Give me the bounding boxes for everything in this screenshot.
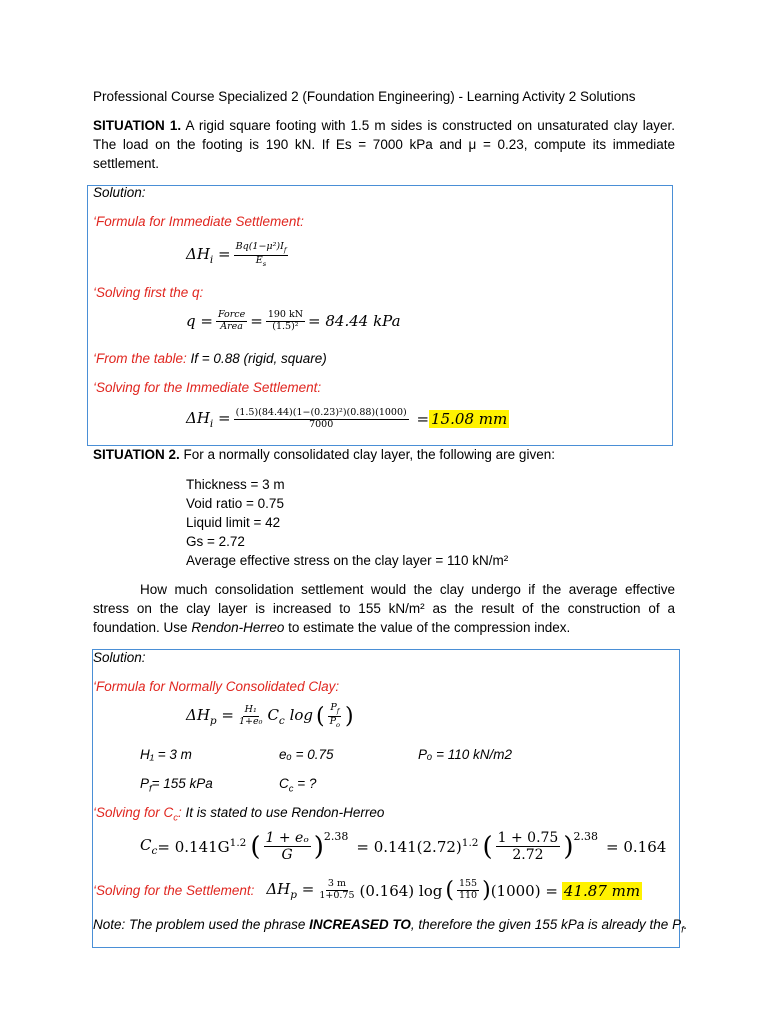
situation1-line1: SITUATION 1. A rigid square footing with 1.5 m sides is constructed on unsaturated clay layer. xyxy=(93,118,675,133)
solution1-q-equation: q = $\frac{\text{Force}}{\text{Area}}$ = $\frac{190 kN}{\text{(1.5)²}}$ = 84.44 kPa xyxy=(186,309,401,332)
situation2-intro: SITUATION 2. For a normally consolidated clay layer, the following are given: xyxy=(93,447,555,462)
situation2-paragraph-line3: foundation. Use Rendon-Herreo to estimate the value of the compression index. xyxy=(93,620,571,635)
solution1-comment-table: ‘From the table: If = 0.88 (rigid, square) xyxy=(93,351,327,366)
immediate-settlement-result: 15.08 mm xyxy=(431,410,508,429)
given-liquid-limit: Liquid limit = 42 xyxy=(186,515,281,530)
situation2-paragraph-line2: stress on the clay layer is increased to 155 kN/m² as the result of the construction of a xyxy=(93,601,675,616)
solution2-note: Note: The problem used the phrase INCREASED TO, therefore the given 155 kPa is already the $P_f$. xyxy=(93,917,688,936)
document-header: Professional Course Specialized 2 (Foundation Engineering) - Learning Activity 2 Solutions xyxy=(93,89,636,104)
situation1-label: SITUATION 1. xyxy=(93,118,182,133)
solution1-settlement-equation: $\Delta H_i$ = $\frac{\text{(1.5)(84.44)(1−(0.23)²)(0.88)(1000)}}{7000}$ = 15.08 mm xyxy=(186,407,508,430)
situation1-line3: settlement. xyxy=(93,156,160,171)
solution1-comment-settlement: ‘Solving for the Immediate Settlement: xyxy=(93,380,322,395)
given-effective-stress: Average effective stress on the clay layer = 110 kN/m² xyxy=(186,553,509,568)
given-thickness: Thickness = 3 m xyxy=(186,477,285,492)
solution2-cc-equation: $C_c$ = $0.141G^{1.2}$ ( $\frac{\text{1 + eₒ}}{G}$ ) $^{2.38}$ = $0.141(2.72)^{1.2}$ ( $\frac{1 + 0.75}{2.72}$ ) $^{2.38}$ = 0.164 xyxy=(140,830,667,864)
given-gs: Gs = 2.72 xyxy=(186,534,245,549)
situation2-paragraph-line1: How much consolidation settlement would the clay undergo if the average effective xyxy=(140,582,675,597)
var-h1: H₁ = 3 m xyxy=(140,747,192,762)
situation2-label: SITUATION 2. xyxy=(93,447,180,462)
solution2-title: Solution: xyxy=(93,650,146,665)
var-pf: $P_f= 155$ kPa xyxy=(140,776,213,795)
solution1-comment-q: ‘Solving first the q: xyxy=(93,285,204,300)
solution2-formula: $\Delta H_p$ = $\frac{\text{H₁}}{\text{1+e₀}}$ $C_c$ log ( $\frac{P_f}{P_o}$ ) xyxy=(186,702,354,729)
var-p0: Pₒ = 110 kN/m2 xyxy=(418,747,512,762)
solution1-formula: $\Delta H_i$ = $\frac{Bq(1-\mu^2)I_f}{E_s}$ xyxy=(186,241,287,268)
solution2-settlement-line: ‘Solving for the Settlement: $\Delta H_p$ = $\frac{3 m}{1+0.75}$ (0.164) log ( $\frac{155}{110}$ ) (1000) = 41.87 mm xyxy=(93,878,641,903)
given-void-ratio: Void ratio = 0.75 xyxy=(186,496,284,511)
consolidation-settlement-result: 41.87 mm xyxy=(563,881,641,900)
var-e0: eₒ = 0.75 xyxy=(279,747,334,762)
solution1-title: Solution: xyxy=(93,185,146,200)
solution2-comment-formula: ‘Formula for Normally Consolidated Clay: xyxy=(93,679,340,694)
solution2-comment-cc: ‘Solving for $C_c$: It is stated to use Rendon-Herreo xyxy=(93,805,385,824)
situation1-line2: The load on the footing is 190 kN. If Es = 7000 kPa and μ = 0.23, compute its immediate xyxy=(93,137,675,152)
solution1-comment-formula: ‘Formula for Immediate Settlement: xyxy=(93,214,304,229)
var-cc: $C_c$ = ? xyxy=(279,776,317,795)
